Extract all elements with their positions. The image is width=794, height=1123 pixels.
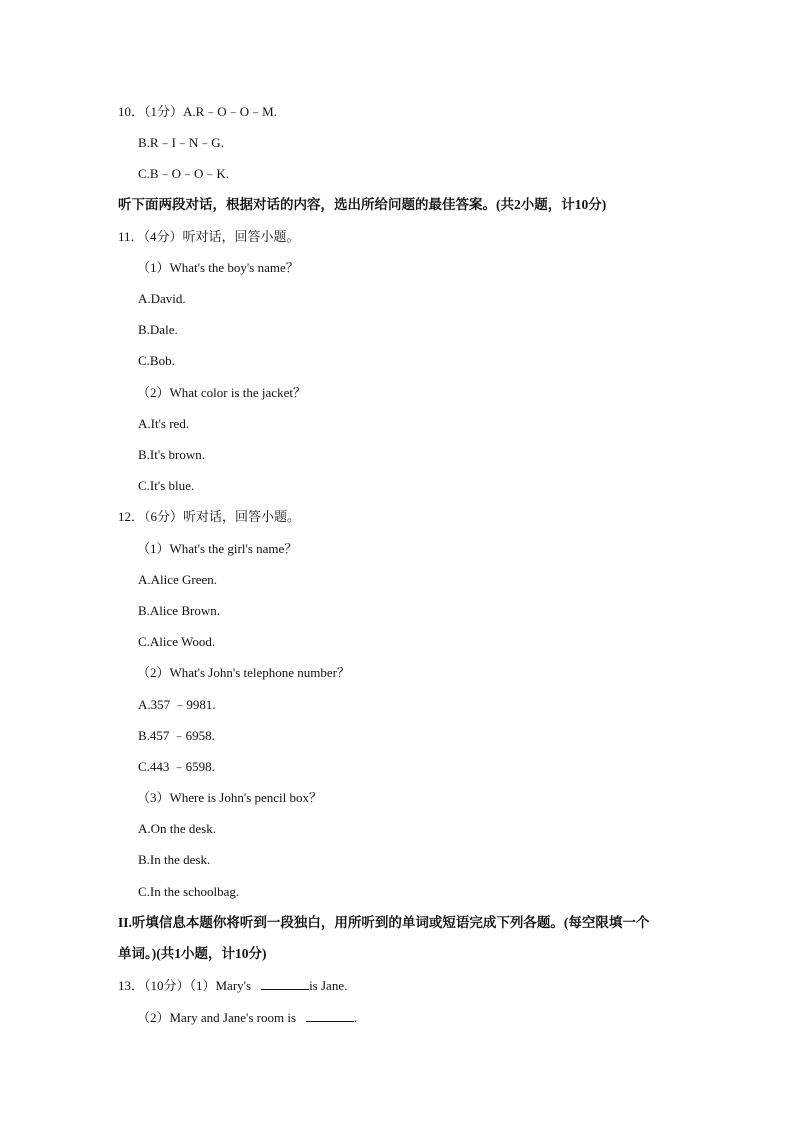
q12-sub3-option-b: B.In the desk. [138, 852, 211, 867]
q11-sub1-option-a: A.David. [138, 291, 186, 306]
q12-sub2-option-b: B.457 ﹣6958. [138, 728, 215, 743]
q13-stem-prefix: 13．（10分）（1）Mary's [118, 978, 252, 993]
q12-sub1-option-c: C.Alice Wood. [138, 634, 216, 649]
q11-sub1-option-b: B.Dale. [138, 322, 178, 337]
q10-option-c: C.B﹣O﹣O﹣K. [138, 166, 230, 181]
q12-sub2-option-c: C.443 ﹣6598. [138, 759, 215, 774]
q13-blank-1[interactable] [261, 977, 309, 990]
q11-stem: 11．（4分）听对话，回答小题。 [118, 229, 300, 244]
q13-blank-2[interactable] [306, 1009, 354, 1022]
q10-option-b: B.R﹣I﹣N﹣G. [138, 135, 224, 150]
q11-sub2-option-b: B.It's brown. [138, 447, 205, 462]
section-heading-fill-line1: II.听填信息本题你将听到一段独白，用所听到的单词或短语完成下列各题。(每空限填一个 [118, 915, 650, 930]
q12-sub3-option-a: A.On the desk. [138, 821, 216, 836]
q12-sub1-option-b: B.Alice Brown. [138, 603, 220, 618]
q11-sub2-option-c: C.It's blue. [138, 478, 195, 493]
q11-sub1-question: （1）What's the boy's name？ [137, 260, 299, 275]
q12-sub2-question: （2）What's John's telephone number？ [137, 665, 351, 680]
q11-sub1-option-c: C.Bob. [138, 353, 175, 368]
q13-stem [118, 977, 347, 994]
q13-sub2 [137, 1009, 357, 1026]
q12-sub3-option-c: C.In the schoolbag. [138, 884, 240, 899]
q12-sub1-option-a: A.Alice Green. [138, 572, 218, 587]
q13-sub2-prefix: （2）Mary and Jane's room is [137, 1010, 297, 1025]
section-heading-fill-line2: 单词。)(共1小题，计10分) [118, 946, 267, 961]
q11-sub2-question: （2）What color is the jacket？ [137, 385, 306, 400]
q10-stem: 10．（1分）A.R﹣O﹣O﹣M. [118, 104, 277, 119]
q13-stem-suffix: is Jane. [309, 978, 348, 993]
section-heading-dialog: 听下面两段对话，根据对话的内容，选出所给问题的最佳答案。(共2小题，计10分) [118, 197, 607, 212]
q12-sub3-question: （3）Where is John's pencil box？ [137, 790, 323, 805]
q11-sub2-option-a: A.It's red. [138, 416, 190, 431]
q13-sub2-suffix: . [354, 1010, 358, 1025]
q12-stem: 12．（6分）听对话，回答小题。 [118, 509, 301, 524]
q12-sub2-option-a: A.357 ﹣9981. [138, 697, 216, 712]
q12-sub1-question: （1）What's the girl's name？ [137, 541, 298, 556]
